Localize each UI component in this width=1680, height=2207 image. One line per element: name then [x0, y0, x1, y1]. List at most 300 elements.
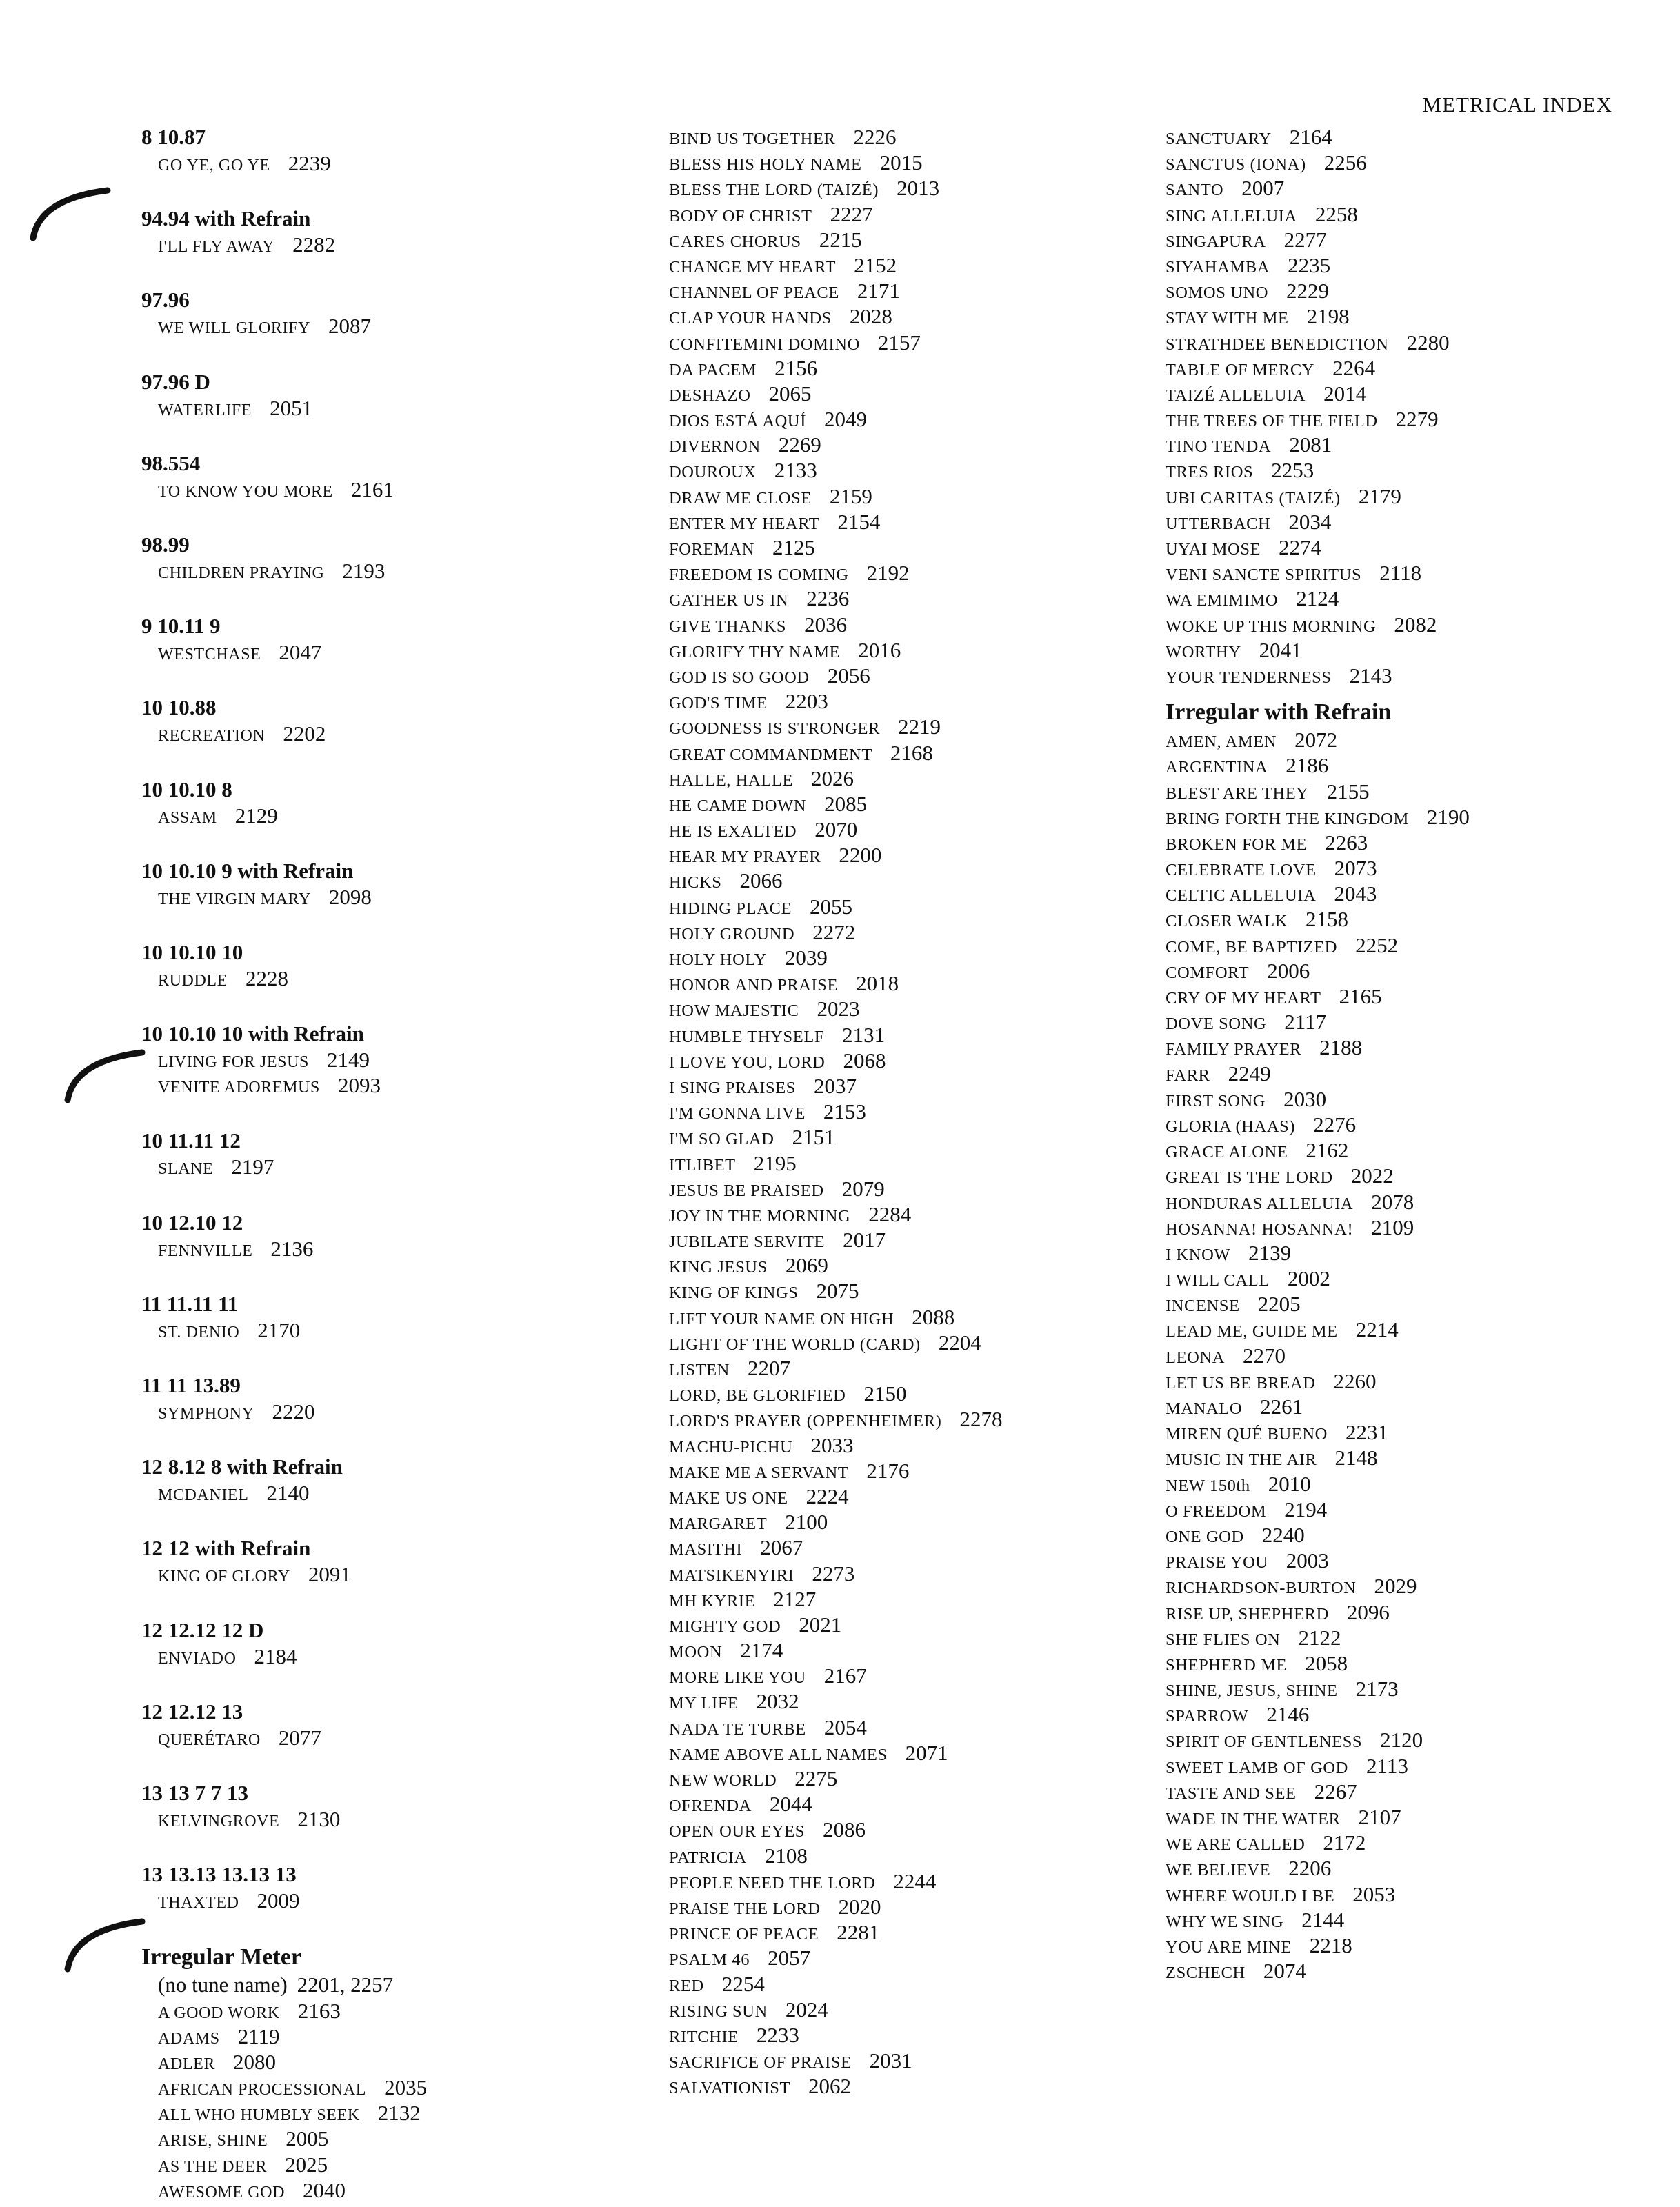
- hymn-number: 2207: [747, 1356, 790, 1380]
- meter-group: [141, 695, 500, 746]
- meter-heading: 8 10.87: [141, 125, 206, 149]
- tune-name: UTTERBACH: [1166, 514, 1271, 533]
- hymn-number: 2108: [764, 1843, 808, 1868]
- meter-group: [141, 1372, 500, 1424]
- tune-entry: [669, 817, 1055, 842]
- hymn-number: 2264: [1332, 355, 1376, 380]
- tune-entry: [669, 1432, 1055, 1458]
- tune-name: NEW 150th: [1166, 1476, 1250, 1495]
- hymn-number: 2284: [868, 1201, 912, 1226]
- tune-entry: [141, 2152, 500, 2177]
- meter-group: [141, 287, 500, 339]
- page-header: METRICAL INDEX: [1422, 92, 1612, 117]
- tune-entry: [141, 1888, 500, 1913]
- tune-entry: [669, 791, 1055, 817]
- meter-group: [141, 1021, 500, 1098]
- hymn-number: 2119: [237, 2024, 280, 2048]
- hymn-number: 2133: [774, 458, 817, 483]
- tune-entry: [1166, 1471, 1621, 1497]
- hymn-number: 2151: [792, 1125, 835, 1150]
- tune-entry: [669, 381, 1055, 406]
- tune-name: SALVATIONIST: [669, 2079, 791, 2098]
- tune-entry: [1166, 150, 1621, 175]
- tune-entry: [1166, 1419, 1621, 1445]
- tune-entry: [669, 1586, 1055, 1612]
- tune-entry: [141, 477, 500, 502]
- hymn-number: 2263: [1325, 830, 1368, 855]
- tune-name: I WILL CALL: [1166, 1271, 1270, 1290]
- tune-name: ST. DENIO: [158, 1323, 240, 1341]
- hymn-number: 2026: [811, 766, 854, 790]
- tune-entry: [669, 1740, 1055, 1766]
- meter-group: [141, 939, 500, 991]
- tune-entry: [669, 560, 1055, 586]
- hymn-number: 2205: [1257, 1292, 1301, 1317]
- meter-group: [141, 1617, 500, 1669]
- tune-name: WA EMIMIMO: [1166, 591, 1279, 610]
- tune-entry: [1166, 1240, 1621, 1266]
- tune-name: KING OF GLORY: [158, 1568, 290, 1586]
- tune-name: CLAP YOUR HANDS: [669, 309, 832, 328]
- hymn-number: 2167: [823, 1664, 867, 1688]
- hymn-number: 2198: [1306, 304, 1350, 329]
- hymn-number: 2132: [377, 2101, 421, 2126]
- hymn-number: 2098: [328, 884, 372, 909]
- hymn-number: 2174: [740, 1638, 783, 1663]
- hymn-number: 2006: [1267, 958, 1310, 983]
- tune-entry: [1166, 1061, 1621, 1086]
- tune-entry: [1166, 303, 1621, 329]
- hymn-number: 2215: [819, 227, 862, 252]
- tune-name: GREAT IS THE LORD: [1166, 1168, 1333, 1188]
- tune-name: CONFITEMINI DOMINO: [669, 334, 860, 354]
- tune-name: DOVE SONG: [1166, 1015, 1267, 1034]
- meter-group: [141, 1861, 500, 1913]
- meter-heading: 12 12.12 12 D: [141, 1617, 264, 1642]
- meter-group: [141, 124, 500, 176]
- tune-entry: [669, 457, 1055, 483]
- tune-entry: [1166, 1907, 1621, 1933]
- tune-name: FENNVILLE: [158, 1241, 253, 1260]
- tune-name: MY LIFE: [669, 1694, 739, 1713]
- tune-entry: [1166, 560, 1621, 586]
- hymn-number: 2164: [1289, 125, 1332, 149]
- tune-name: MOON: [669, 1643, 723, 1662]
- tune-name: MACHU-PICHU: [669, 1437, 793, 1457]
- hymn-number: 2236: [806, 586, 850, 611]
- tune-name: GOD'S TIME: [669, 694, 768, 713]
- hymn-number: 2069: [785, 1253, 828, 1278]
- tune-entry: [1166, 1086, 1621, 1112]
- tune-name: LIGHT OF THE WORLD (CARD): [669, 1335, 921, 1354]
- hymn-number: 2218: [1309, 1933, 1352, 1957]
- tune-entry: [1166, 1215, 1621, 1240]
- hymn-number: 2150: [863, 1381, 907, 1406]
- hymn-number: 2096: [1346, 1599, 1390, 1624]
- hymn-number: 2086: [823, 1817, 866, 1842]
- tune-entry: [141, 1998, 500, 2024]
- tune-name: FOREMAN: [669, 540, 754, 559]
- tune-name: ADAMS: [158, 2029, 220, 2048]
- meter-heading: 94.94 with Refrain: [141, 206, 311, 231]
- tune-entry: [669, 586, 1055, 611]
- hymn-number: 2249: [1228, 1061, 1271, 1086]
- tune-entry: [1166, 1368, 1621, 1394]
- hymn-number: 2260: [1333, 1368, 1377, 1393]
- tune-entry: [669, 894, 1055, 919]
- tune-name: HONDURAS ALLELUIA: [1166, 1194, 1354, 1213]
- hymn-number: 2025: [285, 2152, 328, 2177]
- tune-entry: [669, 1124, 1055, 1150]
- tune-name: SING ALLELUIA: [1166, 206, 1297, 226]
- tune-entry: [669, 1971, 1055, 1997]
- tune-name: FARR: [1166, 1066, 1210, 1085]
- tune-entry: [669, 1278, 1055, 1304]
- hymn-number: 2117: [1284, 1010, 1327, 1035]
- tune-entry: [1166, 1830, 1621, 1855]
- tune-entry: [669, 150, 1055, 175]
- hymn-number: 2005: [286, 2126, 329, 2151]
- tune-name: LIFT YOUR NAME ON HIGH: [669, 1309, 894, 1328]
- tune-name: MARGARET: [669, 1515, 768, 1534]
- hymn-number: 2015: [879, 150, 923, 175]
- meter-group: [141, 777, 500, 828]
- tune-entry: [141, 639, 500, 665]
- tune-entry: [141, 721, 500, 746]
- tune-name: JUBILATE SERVITE: [669, 1232, 826, 1252]
- hymn-number: 2125: [772, 535, 815, 559]
- tune-entry: [141, 966, 500, 991]
- tune-name: WESTCHASE: [158, 646, 261, 664]
- hymn-number: 2192: [866, 561, 910, 586]
- hymn-number: 2023: [817, 997, 860, 1021]
- tune-entry: [669, 1715, 1055, 1740]
- tune-name: AMEN, AMEN: [1166, 732, 1277, 752]
- hymn-number: 2206: [1288, 1856, 1332, 1881]
- tune-entry: [1166, 457, 1621, 483]
- tune-name: HICKS: [669, 873, 722, 892]
- tune-name: RISE UP, SHEPHERD: [1166, 1604, 1329, 1624]
- tune-entry: [669, 303, 1055, 329]
- tune-name: BLEST ARE THEY: [1166, 783, 1309, 803]
- tune-entry: [1166, 1701, 1621, 1727]
- tune-entry: [1166, 1779, 1621, 1804]
- section-heading: Irregular Meter: [141, 1944, 301, 1970]
- hymn-number: 2072: [1294, 728, 1338, 752]
- tune-name: COMFORT: [1166, 963, 1250, 982]
- tune-entry: [669, 996, 1055, 1021]
- tune-entry: [669, 1791, 1055, 1817]
- tune-name: LEAD ME, GUIDE ME: [1166, 1322, 1338, 1341]
- hymn-number: 2270: [1243, 1343, 1286, 1368]
- tune-name: AFRICAN PROCESSIONAL: [158, 2081, 367, 2099]
- tune-name: BROKEN FOR ME: [1166, 835, 1308, 854]
- tune-name: SOMOS UNO: [1166, 283, 1269, 303]
- tune-name: QUERÉTARO: [158, 1730, 261, 1749]
- tune-entry: [669, 278, 1055, 303]
- hymn-number: 2009: [257, 1888, 300, 1913]
- meter-heading: 13 13 7 7 13: [141, 1780, 248, 1805]
- tune-name: LORD, BE GLORIFIED: [669, 1386, 846, 1406]
- tune-entry: [1166, 1163, 1621, 1188]
- tune-name: HONOR AND PRAISE: [669, 976, 839, 995]
- meter-heading: 97.96: [141, 288, 190, 312]
- tune-name: CHANNEL OF PEACE: [669, 283, 839, 303]
- hymn-number: 2258: [1314, 201, 1358, 226]
- tune-name: I SING PRAISES: [669, 1078, 797, 1097]
- tune-name: INCENSE: [1166, 1297, 1240, 1316]
- tune-name: ITLIBET: [669, 1155, 736, 1175]
- tune-entry: [669, 1227, 1055, 1252]
- tune-name: DIOS ESTÁ AQUÍ: [669, 412, 806, 431]
- tune-entry: [1166, 612, 1621, 637]
- tune-name: CARES CHORUS: [669, 232, 801, 251]
- hymn-number: 2227: [830, 201, 873, 226]
- tune-name: NADA TE TURBE: [669, 1719, 806, 1739]
- tune-name: WADE IN THE WATER: [1166, 1810, 1341, 1828]
- tune-name: ONE GOD: [1166, 1527, 1244, 1546]
- hymn-number: 2014: [1323, 381, 1367, 406]
- tune-name: PRAISE THE LORD: [669, 1899, 821, 1918]
- hymn-number: 2100: [785, 1510, 828, 1535]
- hymn-number: 2143: [1349, 663, 1392, 688]
- tune-entry: [1166, 1394, 1621, 1419]
- hymn-number: 2075: [816, 1279, 859, 1304]
- tune-entry: [1166, 1112, 1621, 1137]
- tune-entry: [141, 2024, 500, 2049]
- hymn-number: 2007: [1241, 176, 1285, 201]
- tune-entry: [141, 2075, 500, 2100]
- meter-heading: 12 8.12 8 with Refrain: [141, 1455, 343, 1479]
- tune-name: HE IS EXALTED: [669, 822, 797, 841]
- tune-entry: [141, 313, 500, 339]
- tune-name: SANTO: [1166, 181, 1224, 200]
- hymn-number: 2278: [959, 1407, 1003, 1432]
- section-heading: Irregular with Refrain: [1166, 699, 1392, 726]
- hymn-number: 2057: [768, 1946, 811, 1970]
- meter-group: [141, 1454, 500, 1506]
- tune-entry: [141, 558, 500, 583]
- hymn-number: 2159: [829, 483, 872, 508]
- meter-group: [141, 1291, 500, 1343]
- tune-entry: [669, 2048, 1055, 2073]
- tune-name: THE VIRGIN MARY: [158, 890, 311, 908]
- tune-entry: [1166, 1727, 1621, 1752]
- tune-name: OFRENDA: [669, 1797, 752, 1816]
- tune-name: LET US BE BREAD: [1166, 1373, 1316, 1392]
- hymn-number: 2239: [288, 151, 331, 175]
- hymn-number: 2055: [810, 894, 853, 919]
- meter-group: [141, 1128, 500, 1179]
- tune-entry: [1166, 1804, 1621, 1830]
- tune-entry: [141, 395, 500, 421]
- tune-name: A GOOD WORK: [158, 2004, 280, 2022]
- index-column-2: [669, 124, 1055, 2099]
- meter-group: [141, 1780, 500, 1832]
- tune-name: WE ARE CALLED: [1166, 1835, 1306, 1855]
- tune-entry: [141, 1725, 500, 1750]
- tune-entry: [669, 1612, 1055, 1637]
- tune-entry: [669, 1458, 1055, 1484]
- tune-name: ADLER: [158, 2055, 215, 2073]
- hymn-number: 2231: [1345, 1420, 1388, 1445]
- tune-name: CELEBRATE LOVE: [1166, 861, 1317, 880]
- tune-name: MATSIKENYIRI: [669, 1566, 794, 1585]
- hymn-number: 2224: [806, 1484, 849, 1508]
- hymn-number: 2032: [756, 1689, 799, 1714]
- tune-name: TINO TENDA: [1166, 437, 1272, 457]
- tune-entry: [669, 252, 1055, 278]
- tune-name: RITCHIE: [669, 2027, 739, 2046]
- hymn-number: 2202: [283, 721, 326, 746]
- meter-heading: 97.96 D: [141, 369, 210, 394]
- tune-entry: [1166, 983, 1621, 1009]
- hymn-number: 2195: [753, 1150, 797, 1175]
- meter-heading: 10 11.11 12: [141, 1128, 241, 1153]
- hymn-number: 2091: [308, 1562, 351, 1587]
- tune-entry: [669, 919, 1055, 945]
- hymn-number: 2003: [1286, 1548, 1329, 1573]
- tune-name: CHILDREN PRAYING: [158, 563, 325, 582]
- tune-name: MANALO: [1166, 1399, 1243, 1418]
- tune-name: KING JESUS: [669, 1258, 768, 1277]
- tune-name: ENVIADO: [158, 1649, 237, 1668]
- tune-name: WORTHY: [1166, 642, 1241, 661]
- tune-name: SLANE: [158, 1160, 214, 1179]
- hymn-number: 2155: [1326, 779, 1370, 803]
- tune-name: SANCTUARY: [1166, 130, 1272, 148]
- hymn-number: 2275: [794, 1766, 838, 1790]
- tune-entry: [669, 1688, 1055, 1714]
- tune-name: HE CAME DOWN: [669, 796, 807, 815]
- index-column-3: [1166, 124, 1621, 1984]
- tune-entry: [141, 2100, 500, 2126]
- hymn-number: 2122: [1298, 1625, 1341, 1650]
- hymn-number: 2044: [769, 1792, 812, 1817]
- tune-entry: [1166, 727, 1621, 752]
- hymn-number: 2051: [270, 395, 313, 420]
- meter-group: [141, 1699, 500, 1750]
- tune-name: MIREN QUÉ BUENO: [1166, 1425, 1328, 1444]
- hymn-number: 2272: [812, 919, 856, 944]
- tune-name: SYMPHONY: [158, 1405, 254, 1423]
- hymn-number: 2204: [938, 1330, 981, 1355]
- tune-entry: [669, 842, 1055, 868]
- tune-name: PRINCE OF PEACE: [669, 1925, 819, 1944]
- hymn-number: 2281: [837, 1920, 880, 1945]
- hymn-number: 2267: [1314, 1779, 1357, 1804]
- tune-name: HOW MAJESTIC: [669, 1001, 799, 1021]
- hymn-number: 2193: [342, 558, 386, 583]
- hymn-number: 2280: [1406, 330, 1450, 354]
- meter-heading: 10 10.10 10: [141, 939, 243, 964]
- hymn-number: 2186: [1286, 753, 1329, 778]
- hymn-number: 2282: [292, 232, 336, 257]
- meter-heading: 98.554: [141, 450, 201, 475]
- tune-entry: [141, 232, 500, 257]
- tune-name: MORE LIKE YOU: [669, 1668, 806, 1688]
- meter-group: [141, 450, 500, 502]
- tune-entry: [669, 1484, 1055, 1509]
- tune-entry: [1166, 175, 1621, 201]
- tune-name: PATRICIA: [669, 1848, 747, 1867]
- hymn-number: 2253: [1271, 458, 1314, 483]
- hymn-number: 2080: [233, 2049, 276, 2074]
- tune-entry: [1166, 1650, 1621, 1676]
- hymn-number: 2017: [843, 1228, 886, 1252]
- hymn-number: 2058: [1305, 1650, 1348, 1675]
- tune-name: JESUS BE PRAISED: [669, 1181, 824, 1200]
- hymn-number: 2029: [1374, 1574, 1417, 1599]
- tune-name: HALLE, HALLE: [669, 770, 794, 790]
- tune-entry: [669, 1176, 1055, 1201]
- tune-entry: [669, 1817, 1055, 1842]
- tune-entry: [1166, 1881, 1621, 1907]
- tune-entry: [141, 1072, 500, 1098]
- hymn-number: 2028: [849, 304, 892, 329]
- tune-entry: [669, 1150, 1055, 1176]
- tune-name: YOUR TENDERNESS: [1166, 668, 1332, 687]
- hymn-number: 2136: [270, 1236, 314, 1261]
- hymn-number: 2054: [823, 1715, 867, 1739]
- tune-entry: [1166, 483, 1621, 509]
- hymn-number: 2129: [234, 803, 278, 828]
- tune-name: O FREEDOM: [1166, 1501, 1267, 1521]
- tune-entry: [1166, 1548, 1621, 1573]
- tune-entry: [141, 2049, 500, 2075]
- hymn-number: 2276: [1313, 1112, 1357, 1137]
- tune-entry: [1166, 830, 1621, 855]
- tune-entry: [1166, 779, 1621, 804]
- tune-entry: [141, 1236, 500, 1261]
- tune-entry: [1166, 855, 1621, 881]
- tune-entry: [1166, 1266, 1621, 1291]
- tune-name: WE WILL GLORIFY: [158, 319, 310, 338]
- hymn-number: 2030: [1283, 1086, 1327, 1111]
- tune-name: PEOPLE NEED THE LORD: [669, 1873, 876, 1893]
- hymn-number: 2152: [854, 252, 897, 277]
- hymn-number: 2070: [814, 817, 858, 842]
- tune-entry: [1166, 227, 1621, 252]
- tune-entry: [669, 688, 1055, 714]
- tune-entry: [1166, 1753, 1621, 1779]
- tune-name: RECREATION: [158, 727, 266, 746]
- hymn-number: 2153: [823, 1099, 866, 1124]
- tune-name: LEONA: [1166, 1348, 1226, 1367]
- tune-name: SIYAHAMBA: [1166, 257, 1270, 277]
- hymn-number: 2031: [869, 2048, 912, 2073]
- tune-entry: [1166, 278, 1621, 303]
- tune-entry: [1166, 663, 1621, 688]
- hymn-number: 2197: [231, 1155, 274, 1179]
- hymn-number: 2043: [1334, 881, 1377, 906]
- hymn-number: 2124: [1296, 586, 1339, 611]
- tune-name: COME, BE BAPTIZED: [1166, 937, 1338, 957]
- tune-name: BRING FORTH THE KINGDOM: [1166, 809, 1409, 828]
- tune-entry: [141, 803, 500, 828]
- meter-heading: 9 10.11 9: [141, 614, 221, 639]
- hymn-number: 2018: [856, 971, 899, 996]
- hymn-number: 2158: [1305, 907, 1348, 932]
- tune-name: MUSIC IN THE AIR: [1166, 1450, 1317, 1470]
- tune-name: SPIRIT OF GENTLENESS: [1166, 1732, 1363, 1752]
- hymn-number: 2022: [1350, 1164, 1394, 1188]
- tune-entry: [669, 1330, 1055, 1355]
- tune-entry: [669, 1919, 1055, 1945]
- tune-name: NEW WORLD: [669, 1771, 777, 1790]
- tune-name: SHEPHERD ME: [1166, 1655, 1288, 1675]
- tune-name: SHINE, JESUS, SHINE: [1166, 1681, 1338, 1701]
